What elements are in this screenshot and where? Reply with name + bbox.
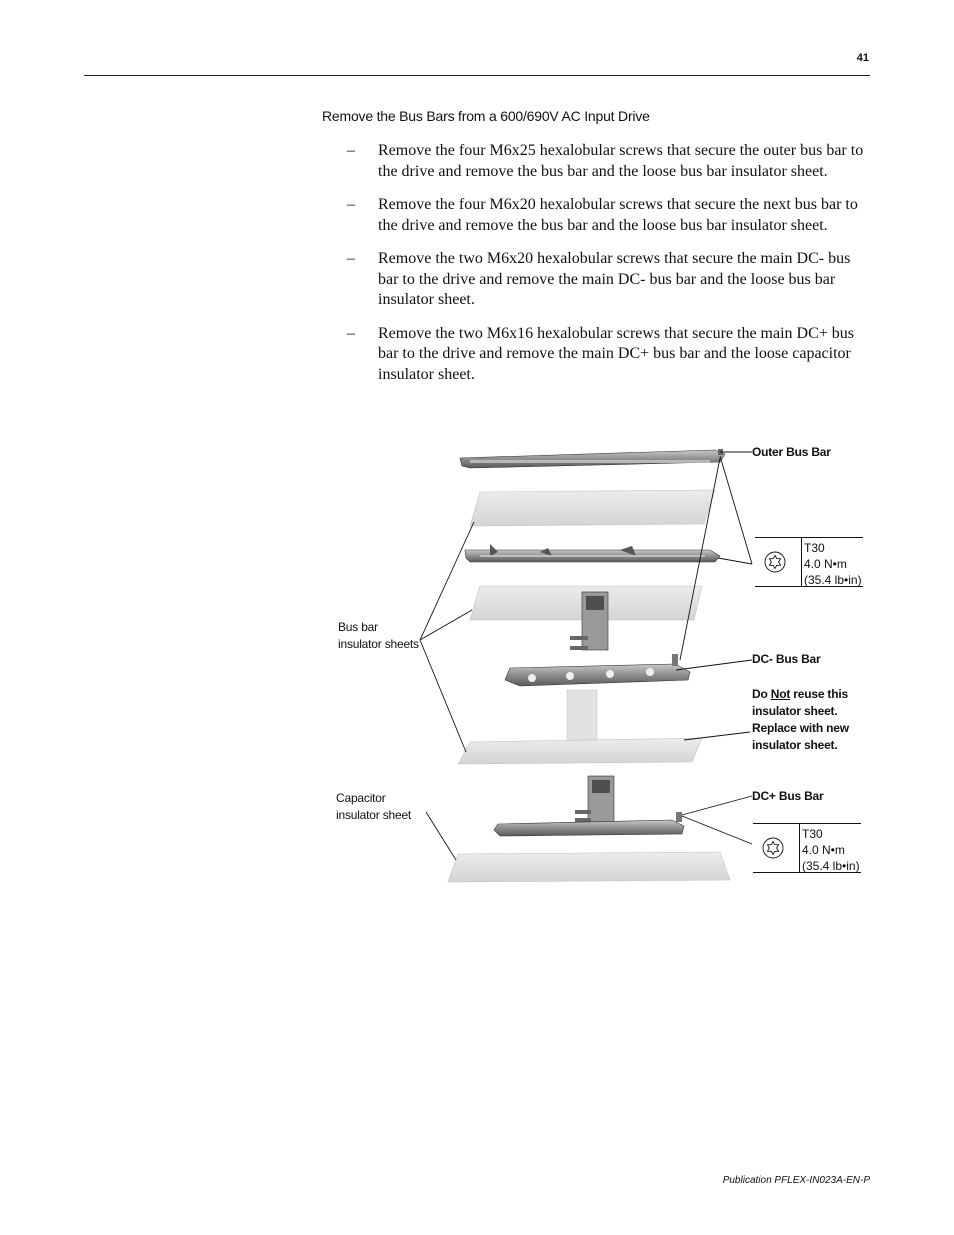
step-item [347, 141, 872, 182]
dc-minus-bus-bar-label: DC- Bus Bar [752, 652, 821, 666]
dash-bullet: – [347, 324, 355, 342]
page-number: 41 [856, 52, 869, 64]
bus-bar-insulator-sheets-label: Bus bar insulator sheets [338, 620, 419, 651]
publication-footer: Publication PFLEX-IN023A-EN-P [722, 1175, 870, 1186]
step-text: Remove the four M6x25 hexalobular screws that secure the outer bus bar to the drive and remove the bus bar and the loose bus bar insulator sheet. [378, 142, 864, 180]
dc-plus-bus-bar-part [494, 776, 684, 836]
step-text: Remove the two M6x20 hexalobular screws that secure the main DC- bus bar to the drive and remove the main DC- bus bar and the loose bus bar insulator sheet. [378, 250, 851, 308]
torque-spec-upper [755, 537, 863, 587]
torque-spec-lower [753, 823, 861, 873]
header-rule [84, 75, 870, 76]
step-item [347, 324, 872, 386]
outer-bus-bar-part [460, 449, 725, 468]
dash-bullet: – [347, 250, 355, 267]
step-list [347, 141, 872, 398]
do-not-reuse-note [752, 686, 849, 754]
torx-t30-icon [753, 824, 800, 872]
torque-spec-upper-text: T30 4.0 N•m (35.4 lb•in) [804, 541, 862, 587]
dash-bullet: – [347, 142, 355, 159]
note-prefix: Do [752, 687, 771, 701]
dash-bullet: – [347, 196, 355, 213]
dc-minus-insulator-sheet [458, 690, 702, 764]
capacitor-insulator-sheet-part [448, 852, 730, 882]
note-not-emphasis: Not [770, 687, 791, 701]
step-item [347, 195, 872, 236]
outer-bus-bar-label: Outer Bus Bar [752, 445, 831, 459]
torx-t30-icon [755, 538, 802, 586]
second-bus-bar-part [465, 544, 720, 562]
step-item [347, 249, 872, 311]
bus-bar-exploded-figure [320, 440, 880, 900]
step-text: Remove the two M6x16 hexalobular screws that secure the main DC+ bus bar to the drive and remove the main DC+ bus bar and the loose capacitor insulator sheet. [378, 324, 855, 383]
dc-plus-bus-bar-label: DC+ Bus Bar [752, 789, 824, 803]
note-rest: reuse this insulator sheet. Replace with new insulator sheet. [752, 687, 849, 752]
step-text: Remove the four M6x20 hexalobular screws that secure the next bus bar to the drive and remove the bus bar and the loose bus bar insulator sheet. [378, 196, 858, 234]
torque-spec-lower-text: T30 4.0 N•m (35.4 lb•in) [802, 827, 860, 873]
insulator-sheet-1 [470, 490, 715, 526]
capacitor-insulator-sheet-label: Capacitor insulator sheet [336, 791, 412, 822]
section-heading: Remove the Bus Bars from a 600/690V AC Input Drive [322, 108, 650, 124]
